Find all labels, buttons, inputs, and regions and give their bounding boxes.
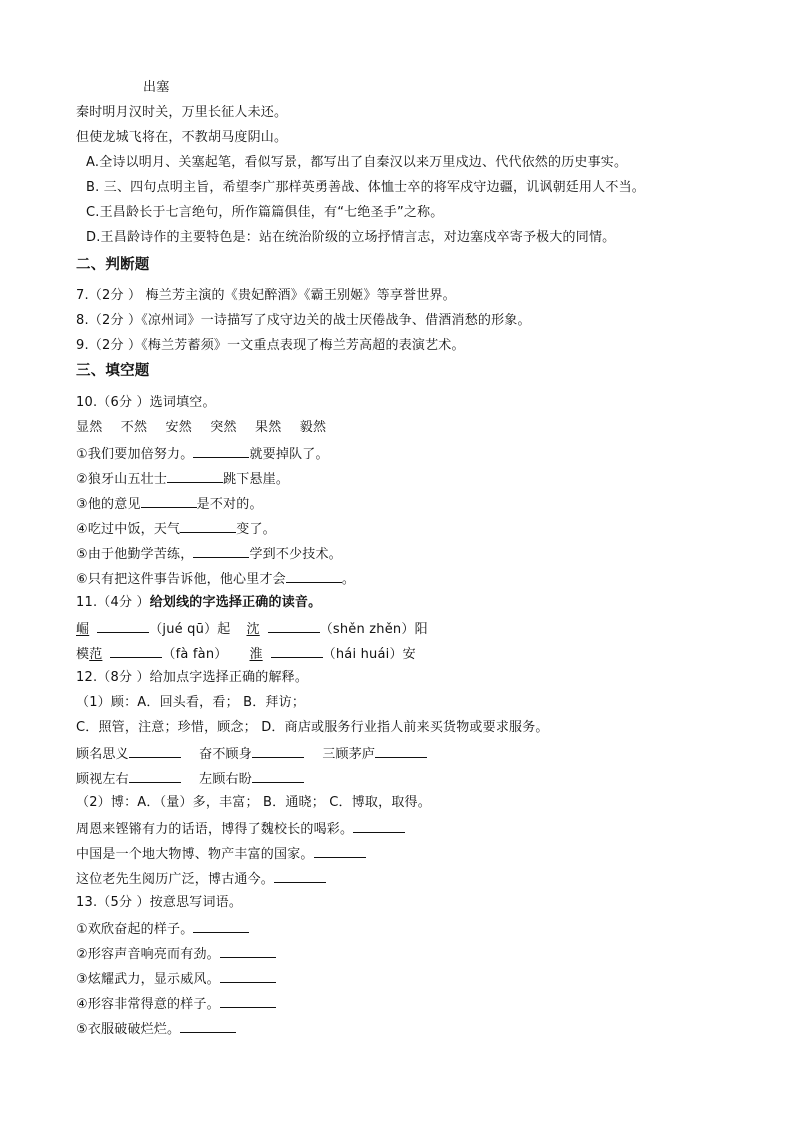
answer-blank[interactable] — [193, 444, 249, 458]
q10-item-1 — [76, 444, 329, 464]
question-11-title — [76, 594, 321, 612]
item-text: ④形容非常得意的样子。 — [76, 997, 220, 1012]
q10-item-2 — [76, 469, 289, 489]
question-8: 8.（2分 ）《凉州词》一诗描写了戍守边关的战士厌倦战争、借酒消愁的形象。 — [76, 313, 531, 328]
idiom: 顾视左右 — [76, 772, 129, 787]
pinyin-options: （hái huái）安 — [322, 647, 416, 662]
underlined-char: 淮 — [249, 647, 263, 662]
answer-blank[interactable] — [129, 769, 181, 783]
q11-row-1 — [76, 619, 428, 639]
pinyin-options: （shěn zhěn）阳 — [319, 622, 428, 637]
pinyin-options: （jué qū）起 — [149, 622, 231, 637]
q12-bo-item-3 — [76, 869, 326, 889]
item-text: ⑤衣服破破烂烂。 — [76, 1022, 181, 1037]
pinyin-options: （fà fàn） — [162, 647, 228, 662]
item-text: 。 — [341, 572, 356, 587]
q12-bo-item-2 — [76, 844, 366, 864]
underlined-char: 范 — [89, 647, 103, 662]
q11-row-2 — [76, 644, 416, 664]
item-text: ③炫耀武力，显示威风。 — [76, 972, 220, 987]
word-option: 毅然 — [299, 420, 327, 435]
item-text: ②形容声音响亮而有劲。 — [76, 947, 220, 962]
q12-bo-item-1 — [76, 819, 405, 839]
item-text: ③他的意见 — [76, 497, 141, 512]
section-heading-fill-blank: 三、填空题 — [76, 363, 150, 379]
answer-blank[interactable] — [180, 1019, 236, 1033]
q10-item-3 — [76, 494, 263, 514]
q10-item-6 — [76, 569, 355, 589]
item-text: 是不对的。 — [196, 497, 263, 512]
q12-gu-row-1 — [76, 744, 427, 764]
answer-blank[interactable] — [110, 644, 162, 658]
item-text: 跳下悬崖。 — [223, 472, 290, 487]
q6-option-a: A.全诗以明月、关塞起笔，看似写景，都写出了自秦汉以来万里戍边、代代依然的历史事实。 — [86, 155, 628, 170]
question-12-title: 12.（8分 ）给加点字选择正确的解释。 — [76, 670, 309, 685]
answer-blank[interactable] — [271, 644, 323, 658]
q13-item-4 — [76, 994, 276, 1014]
item-text: 这位老先生阅历广泛，博古通今。 — [76, 872, 275, 887]
q10-item-5 — [76, 544, 342, 564]
answer-blank[interactable] — [274, 869, 326, 883]
word-option: 安然 — [165, 420, 192, 435]
answer-blank[interactable] — [252, 744, 304, 758]
question-number: 11.（4分 ） — [76, 595, 150, 610]
item-text: ②狼牙山五壮士 — [76, 472, 168, 487]
answer-blank[interactable] — [220, 994, 276, 1008]
q12-gu-definitions-1: （1）顾：A．回头看，看； B．拜访； — [76, 695, 306, 710]
answer-blank[interactable] — [141, 494, 197, 508]
answer-blank[interactable] — [268, 619, 320, 633]
item-text: ⑤由于他勤学苦练， — [76, 547, 194, 562]
answer-blank[interactable] — [375, 744, 427, 758]
item-text: 学到不少技术。 — [249, 547, 342, 562]
q13-item-1 — [76, 919, 249, 939]
section-heading-judgement: 二、判断题 — [76, 257, 150, 273]
underlined-char: 沈 — [246, 622, 260, 637]
item-text: ①我们要加倍努力。 — [76, 447, 194, 462]
answer-blank[interactable] — [193, 919, 249, 933]
answer-blank[interactable] — [314, 844, 366, 858]
poem-line-2: 但使龙城飞将在，不教胡马度阴山。 — [76, 130, 288, 145]
item-text: 中国是一个地大物博、物产丰富的国家。 — [76, 847, 314, 862]
poem-title: 出塞 — [143, 80, 170, 95]
question-9: 9.（2分 ）《梅兰芳蓄须》一文重点表现了梅兰芳高超的表演艺术。 — [76, 338, 465, 353]
q10-word-bank — [76, 419, 326, 437]
answer-blank[interactable] — [252, 769, 304, 783]
question-13-title: 13.（5分 ）按意思写词语。 — [76, 895, 243, 910]
answer-blank[interactable] — [193, 544, 249, 558]
answer-blank[interactable] — [220, 944, 276, 958]
item-text: 周恩来铿锵有力的话语，博得了魏校长的喝彩。 — [76, 822, 354, 837]
q6-option-d: D.王昌龄诗作的主要特色是：站在统治阶级的立场抒情言志，对边塞戍卒寄予极大的同情。 — [86, 230, 616, 245]
q12-gu-row-2 — [76, 769, 304, 789]
idiom: 奋不顾身 — [199, 747, 252, 762]
q13-item-3 — [76, 969, 276, 989]
word-option: 不然 — [120, 420, 148, 435]
word-option: 果然 — [255, 420, 282, 435]
poem-line-1: 秦时明月汉时关，万里长征人未还。 — [76, 105, 288, 120]
char: 模 — [76, 647, 90, 662]
item-text: ①欢欣奋起的样子。 — [76, 922, 194, 937]
question-text: 给划线的字选择正确的读音。 — [149, 595, 322, 610]
underlined-char: 崛 — [76, 622, 90, 637]
word-option: 显然 — [76, 420, 103, 435]
answer-blank[interactable] — [129, 744, 181, 758]
item-text: 变了。 — [236, 522, 276, 537]
word-option: 突然 — [210, 420, 237, 435]
q6-option-b: B. 三、四句点明主旨，希望李广那样英勇善战、体恤士卒的将军戍守边疆，讥讽朝廷用人不当。 — [86, 180, 645, 195]
item-text: ⑥只有把这件事告诉他，他心里才会 — [76, 572, 286, 587]
q10-item-4 — [76, 519, 276, 539]
answer-blank[interactable] — [97, 619, 149, 633]
answer-blank[interactable] — [286, 569, 342, 583]
answer-blank[interactable] — [220, 969, 276, 983]
question-10-title: 10.（6分 ）选词填空。 — [76, 395, 216, 410]
idiom: 左顾右盼 — [199, 772, 252, 787]
answer-blank[interactable] — [353, 819, 405, 833]
answer-blank[interactable] — [167, 469, 223, 483]
item-text: ④吃过中饭，天气 — [76, 522, 181, 537]
idiom: 顾名思义 — [76, 747, 129, 762]
idiom: 三顾茅庐 — [322, 747, 376, 762]
q13-item-5 — [76, 1019, 236, 1039]
q12-gu-definitions-2: C．照管，注意；珍惜，顾念； D．商店或服务行业指人前来买货物或要求服务。 — [76, 720, 549, 735]
item-text: 就要掉队了。 — [249, 447, 329, 462]
q6-option-c: C.王昌龄长于七言绝句，所作篇篇俱佳，有“七绝圣手”之称。 — [86, 205, 444, 220]
question-7: 7.（2分 ） 梅兰芳主演的《贵妃醉酒》《霸王别姬》等享誉世界。 — [76, 288, 456, 303]
answer-blank[interactable] — [180, 519, 236, 533]
q13-item-2 — [76, 944, 276, 964]
q12-bo-definitions: （2）博：A．（量）多，丰富； B．通晓； C．博取，取得。 — [76, 795, 431, 810]
